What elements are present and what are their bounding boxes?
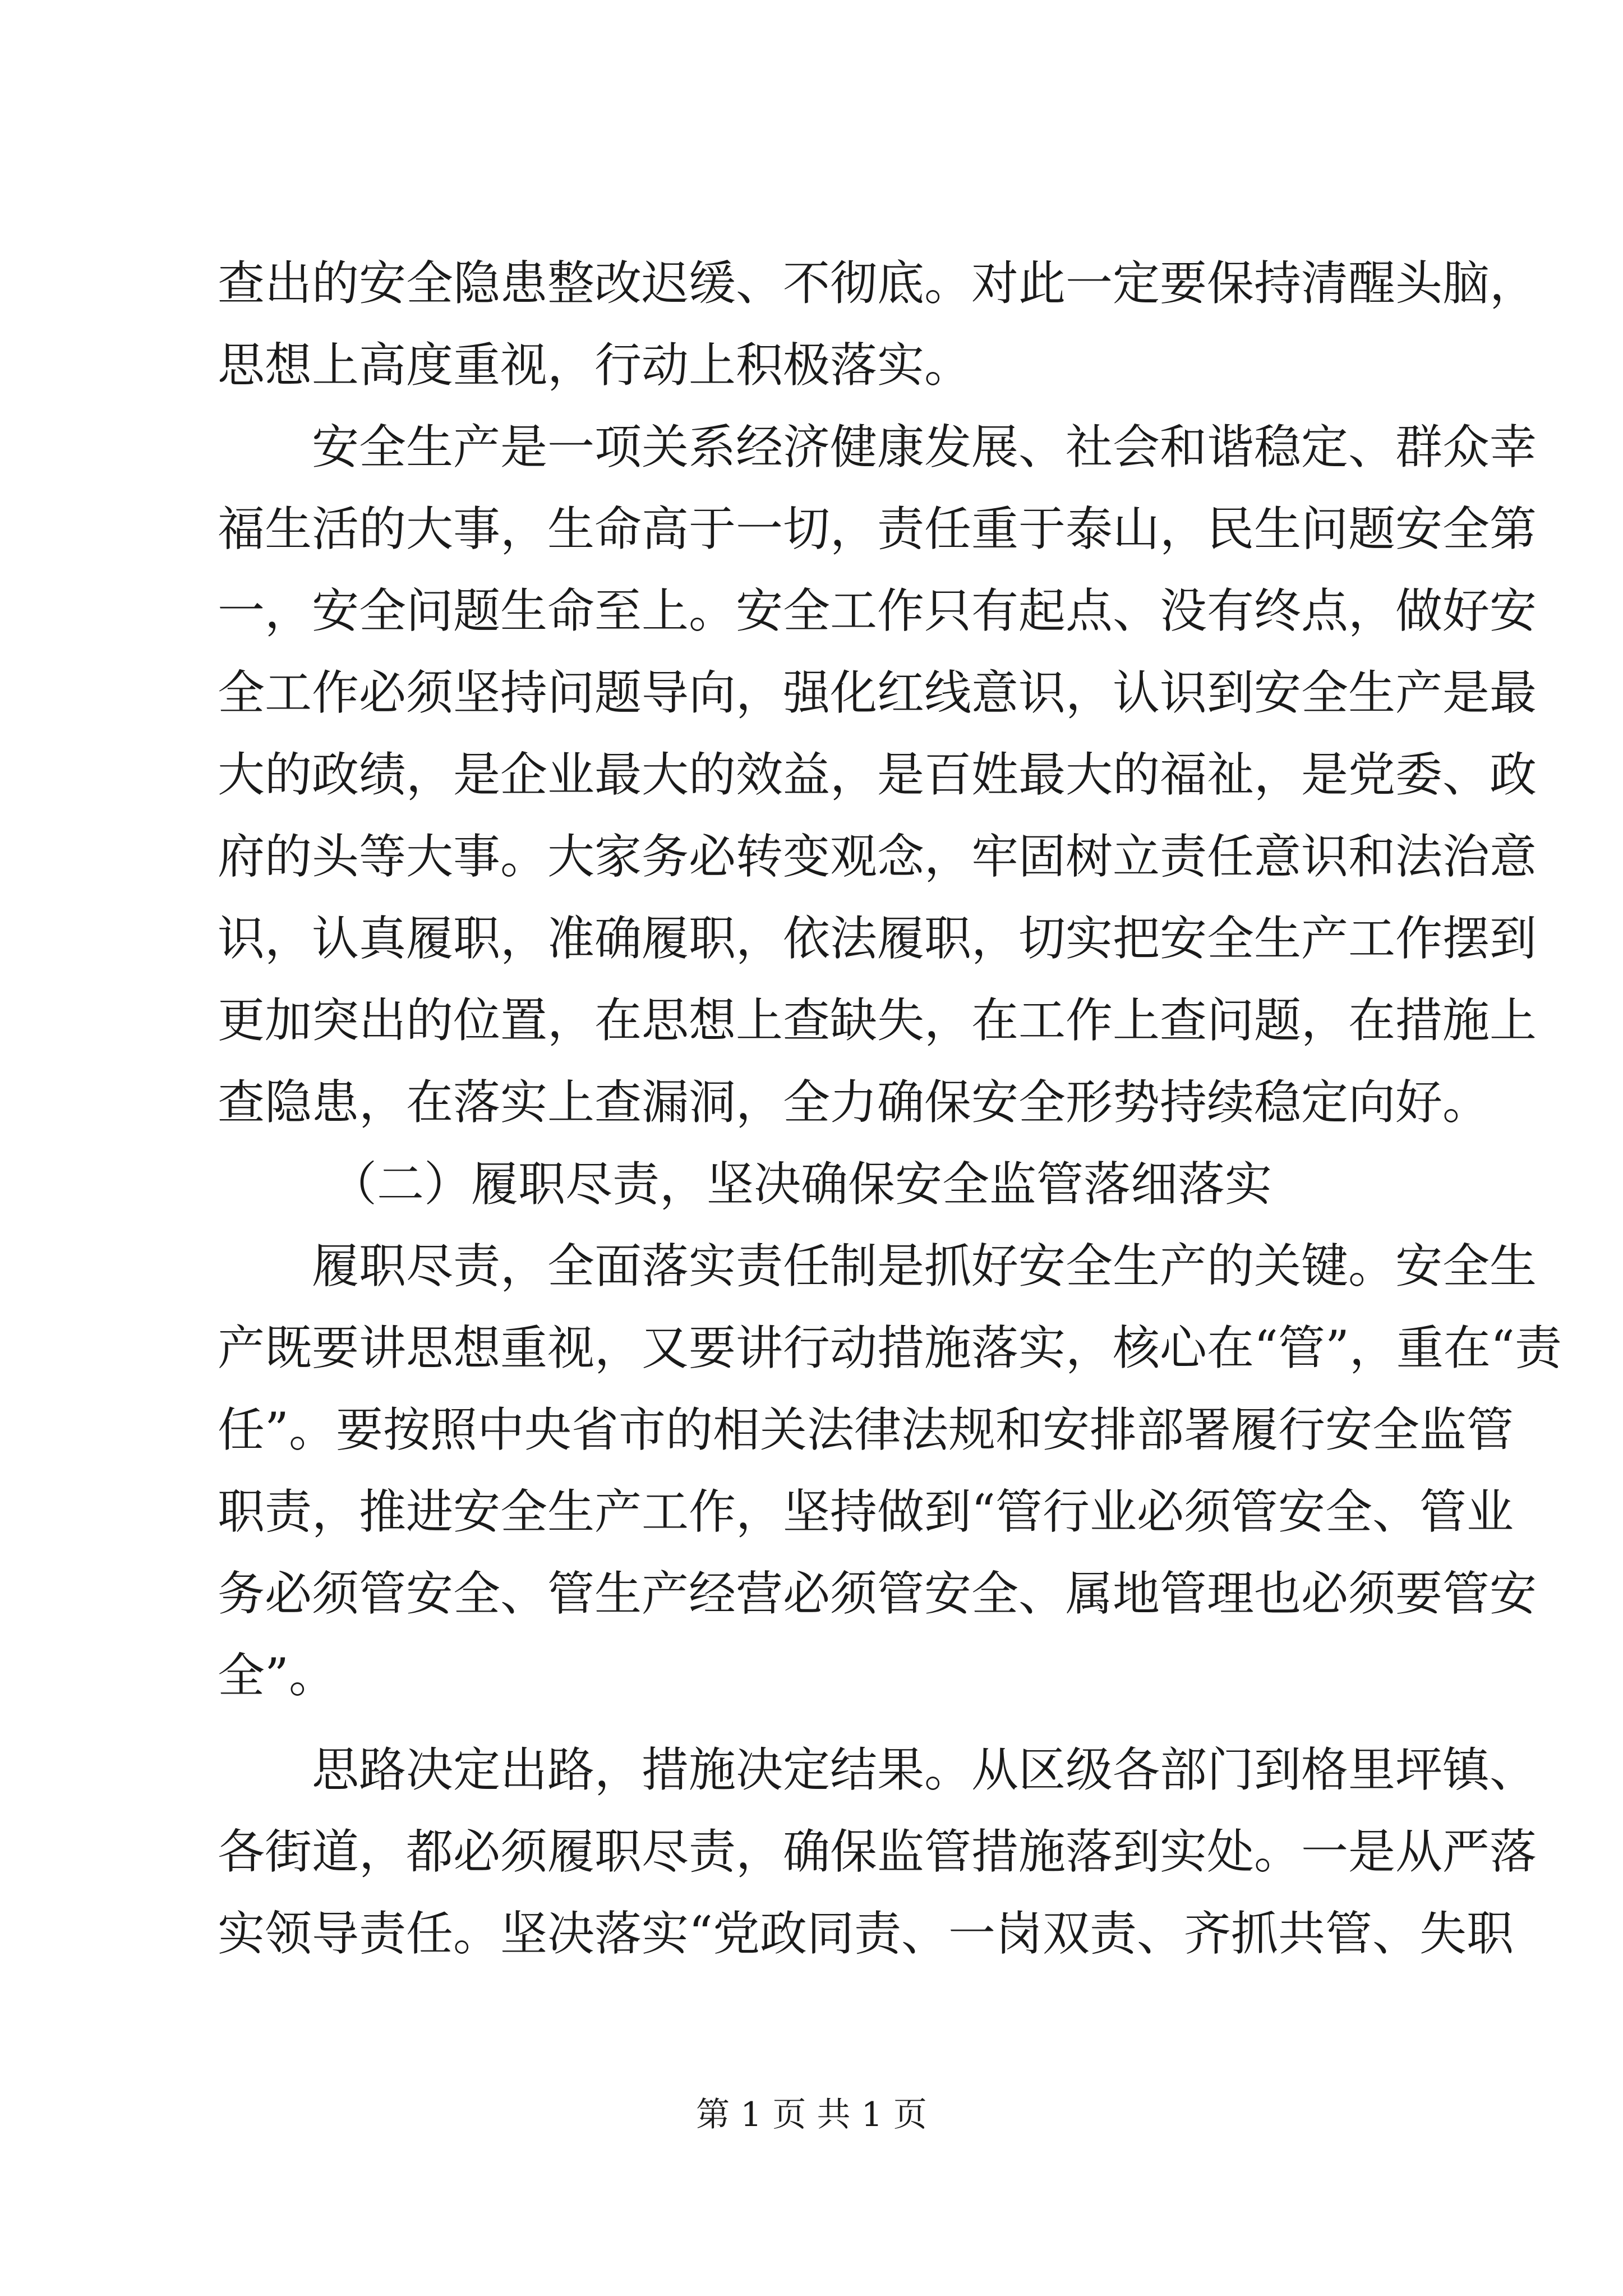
paragraph-line: 安全生产是一项关系经济健康发展、社会和谐稳定、群众幸 xyxy=(312,420,1537,475)
paragraph-line: 查出的安全隐患整改迟缓、不彻底。对此一定要保持清醒头脑， xyxy=(218,256,1537,311)
paragraph-line: 各街道，都必须履职尽责，确保监管措施落到实处。一是从严落 xyxy=(218,1824,1537,1879)
paragraph-line: 府的头等大事。大家务必转变观念，牢固树立责任意识和法治意 xyxy=(218,829,1537,884)
section-heading: （二）履职尽责，坚决确保安全监管落细落实 xyxy=(330,1157,1272,1212)
paragraph-line: 职责，推进安全生产工作，坚持做到“管行业必须管安全、管业 xyxy=(218,1484,1514,1539)
paragraph-line: 实领导责任。坚决落实“党政同责、一岗双责、齐抓共管、失职 xyxy=(218,1906,1514,1961)
paragraph-line: 识，认真履职，准确履职，依法履职，切实把安全生产工作摆到 xyxy=(218,911,1537,966)
paragraph-line: 一，安全问题生命至上。安全工作只有起点、没有终点，做好安 xyxy=(218,583,1537,638)
paragraph-line: 务必须管安全、管生产经营必须管安全、属地管理也必须要管安 xyxy=(218,1566,1537,1621)
paragraph-line: 大的政绩，是企业最大的效益，是百姓最大的福祉，是党委、政 xyxy=(218,747,1537,802)
paragraph-line: 履职尽责，全面落实责任制是抓好安全生产的关键。安全生 xyxy=(312,1239,1537,1294)
paragraph-line: 全工作必须坚持问题导向，强化红线意识，认识到安全生产是最 xyxy=(218,665,1537,720)
page-number-footer: 第 1 页 共 1 页 xyxy=(696,2095,927,2134)
paragraph-line: 福生活的大事，生命高于一切，责任重于泰山，民生问题安全第 xyxy=(218,501,1537,556)
paragraph-line: 查隐患，在落实上查漏洞，全力确保安全形势持续稳定向好。 xyxy=(218,1075,1490,1130)
paragraph-line: 产既要讲思想重视，又要讲行动措施落实，核心在“管”，重在“责 xyxy=(218,1320,1562,1375)
paragraph-line: 全”。 xyxy=(218,1648,336,1703)
paragraph-line: 任”。要按照中央省市的相关法律法规和安排部署履行安全监管 xyxy=(218,1402,1514,1457)
paragraph-line: 思想上高度重视，行动上积极落实。 xyxy=(218,338,972,393)
paragraph-line: 更加突出的位置，在思想上查缺失，在工作上查问题，在措施上 xyxy=(218,993,1537,1048)
document-body xyxy=(218,242,1562,1975)
paragraph-line: 思路决定出路，措施决定结果。从区级各部门到格里坪镇、 xyxy=(312,1742,1537,1797)
